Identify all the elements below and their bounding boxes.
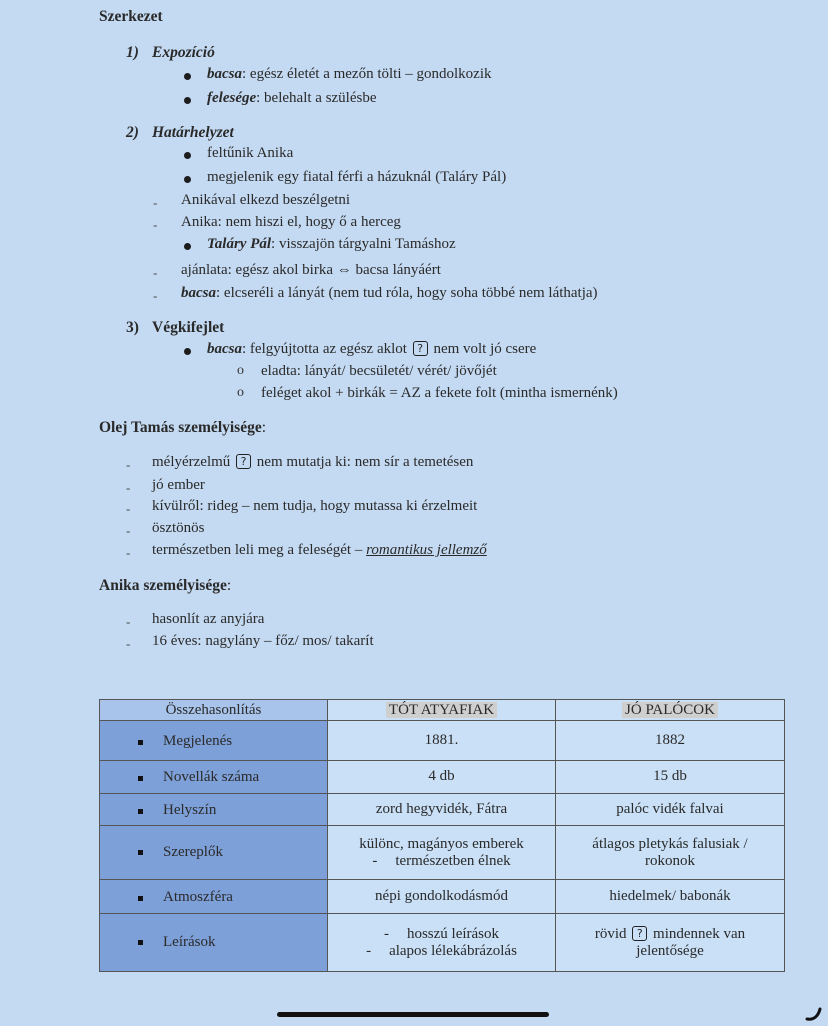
row-label-cell: Megjelenés	[100, 721, 328, 760]
section-3-title: Végkifejlet	[152, 319, 225, 336]
square-bullet-icon	[138, 896, 143, 901]
bullet-icon	[184, 97, 191, 104]
dash-marker: -	[126, 480, 131, 495]
olej-item-3: kívülről: rideg – nem tudja, hogy mutassa ki érzelmeit	[152, 498, 478, 514]
circle-bullet-icon: o	[237, 363, 244, 378]
home-indicator[interactable]	[277, 1012, 549, 1017]
dash-marker: -	[126, 523, 131, 538]
question-box-icon: ?	[236, 454, 251, 469]
table-row	[100, 826, 785, 880]
table-cell: hiedelmek/ babonák	[556, 879, 785, 913]
structure-heading: Szerkezet	[99, 8, 163, 25]
dash-marker: -	[126, 457, 131, 472]
table-row	[100, 914, 785, 972]
table-cell: 1882	[556, 721, 785, 760]
table-cell: 4 db	[328, 760, 556, 793]
header-cell: TÓT ATYAFIAK	[328, 700, 556, 721]
section-1-title: Expozíció	[152, 44, 215, 61]
square-bullet-icon	[138, 776, 143, 781]
anika-heading: Anika személyisége:	[99, 577, 232, 594]
table-row	[100, 760, 785, 793]
section-3-subitem-1: eladta: lányát/ becsületét/ vérét/ jövőjét	[261, 363, 497, 379]
section-1-item-2: felesége: belehalt a szülésbe	[207, 90, 377, 106]
row-label-cell: Leírások	[100, 914, 328, 972]
section-2-number: 2)	[126, 124, 139, 141]
olej-item-5: természetben leli meg a feleségét – romantikus jellemző	[152, 542, 487, 558]
bullet-icon	[184, 243, 191, 250]
header-cell: JÓ PALÓCOK	[556, 700, 785, 721]
dash-marker: -	[126, 545, 131, 560]
question-box-icon: ?	[413, 341, 428, 356]
section-3-number: 3)	[126, 319, 139, 336]
section-1-number: 1)	[126, 44, 139, 61]
dash-marker: -	[126, 636, 131, 651]
dash-marker: -	[153, 217, 158, 232]
row-label-cell: Novellák száma	[100, 760, 328, 793]
section-2-bullet-3: Taláry Pál: visszajön tárgyalni Tamáshoz	[207, 236, 456, 252]
dash-marker: -	[126, 501, 131, 516]
olej-heading: Olej Tamás személyisége:	[99, 419, 267, 436]
table-cell: népi gondolkodásmód	[328, 879, 556, 913]
header-cell: Összehasonlítás	[100, 700, 328, 721]
table-row	[100, 794, 785, 826]
dash-marker: -	[126, 614, 131, 629]
section-2-dash-3: ajánlata: egész akol birka ⇔ bacsa lányáért	[181, 262, 441, 278]
table-cell: rövid ? mindennek van jelentősége	[556, 914, 785, 972]
table-header-row	[100, 700, 785, 721]
bullet-icon	[184, 348, 191, 355]
section-2-title: Határhelyzet	[152, 124, 234, 141]
section-2-bullet-2: megjelenik egy fiatal férfi a házuknál (Taláry Pál)	[207, 169, 507, 185]
pen-stroke-icon	[804, 1003, 824, 1023]
section-2-dash-4: bacsa: elcseréli a lányát (nem tud róla, hogy soha többé nem láthatja)	[181, 285, 598, 301]
olej-item-1: mélyérzelmű ? nem mutatja ki: nem sír a temetésen	[152, 454, 474, 470]
anika-item-2: 16 éves: nagylány – főz/ mos/ takarít	[152, 633, 374, 649]
square-bullet-icon	[138, 809, 143, 814]
section-2-dash-1: Anikával elkezd beszélgetni	[181, 192, 351, 208]
row-label-cell: Atmoszféra	[100, 879, 328, 913]
table-cell: 15 db	[556, 760, 785, 793]
table-cell: 1881.	[328, 721, 556, 760]
square-bullet-icon	[138, 940, 143, 945]
dash-marker: -	[153, 265, 158, 280]
olej-item-2: jó ember	[152, 477, 205, 493]
table-cell: átlagos pletykás falusiak / rokonok	[556, 826, 785, 880]
dash-marker: -	[153, 288, 158, 303]
section-1-item-1: bacsa: egész életét a mezőn tölti – gondolkozik	[207, 66, 492, 82]
question-box-icon: ?	[632, 926, 647, 941]
table-cell: zord hegyvidék, Fátra	[328, 794, 556, 826]
row-label-cell: Helyszín	[100, 794, 328, 826]
bullet-icon	[184, 176, 191, 183]
row-label-cell: Szereplők	[100, 826, 328, 880]
table-cell: - hosszú leírások - alapos lélekábrázolás	[328, 914, 556, 972]
table-cell: különc, magányos emberek - természetben élnek	[328, 826, 556, 880]
olej-item-4: ösztönös	[152, 520, 205, 536]
comparison-table	[99, 699, 785, 972]
section-2-bullet-1: feltűnik Anika	[207, 145, 294, 161]
bullet-icon	[184, 73, 191, 80]
anika-item-1: hasonlít az anyjára	[152, 611, 265, 627]
table-cell: palóc vidék falvai	[556, 794, 785, 826]
square-bullet-icon	[138, 740, 143, 745]
table-row	[100, 721, 785, 760]
circle-bullet-icon: o	[237, 385, 244, 400]
section-2-dash-2: Anika: nem hiszi el, hogy ő a herceg	[181, 214, 401, 230]
section-3-item: bacsa: felgyújtotta az egész aklot ? nem volt jó csere	[207, 341, 537, 357]
section-3-subitem-2: feléget akol + birkák = AZ a fekete folt (mintha ismernénk)	[261, 385, 618, 401]
square-bullet-icon	[138, 850, 143, 855]
dash-marker: -	[153, 195, 158, 210]
bullet-icon	[184, 152, 191, 159]
table-row	[100, 879, 785, 913]
